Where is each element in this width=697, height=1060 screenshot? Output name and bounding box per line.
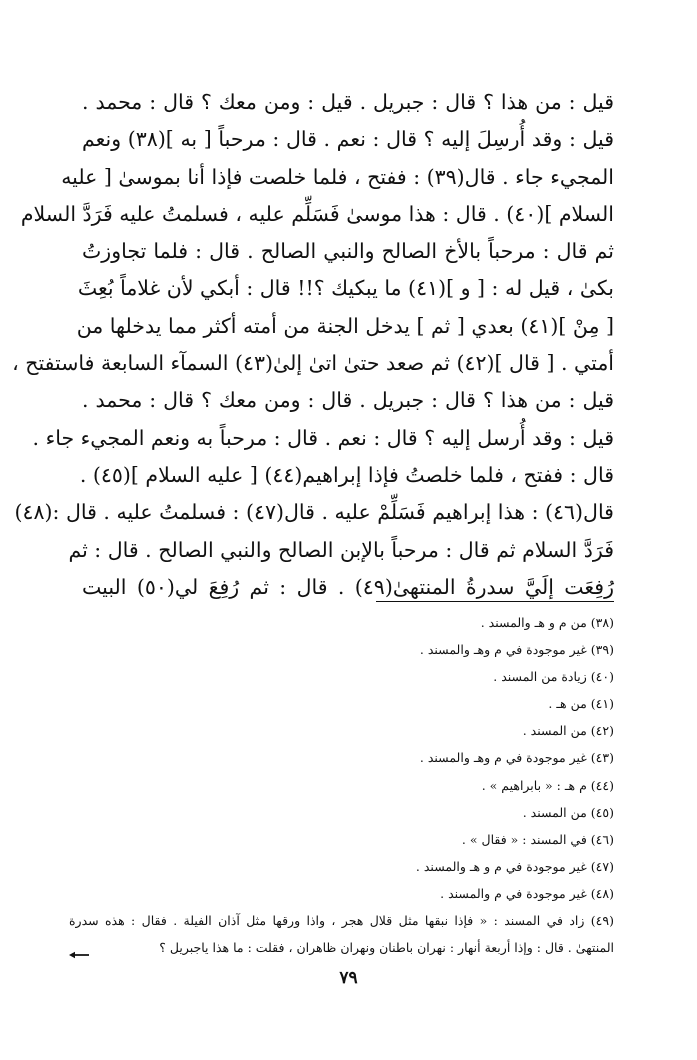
- text-line: السلام ](٤٠) . قال : هذا موسىٰ فَسَلِّم عليه ، فسلمتُ عليه فَرَدَّ السلام: [20, 201, 614, 226]
- text-line: قال(٤٦) : هذا إبراهيم فَسَلِّمْ عليه . قال(٤٧) : فسلمتُ عليه . قال :(٤٨): [14, 500, 614, 525]
- text-line: قال : ففتح ، فلما خلصتُ فإذا إبراهيم(٤٤) [ عليه السلام ](٤٥) .: [79, 462, 614, 487]
- footnote: (٤٦) في المسند : « فقال » .: [461, 831, 614, 847]
- text-line: أمتي . [ قال ](٤٢) ثم صعد حتىٰ اتىٰ إلىٰ(٤٣) السمآء السابعة فاستفتح ،: [12, 351, 614, 376]
- text-line: رُفِعَت إلَيَّ سدرةُ المنتهىٰ(٤٩) . قال : ثم رُفِعَ لي(٥٠) البيت: [82, 574, 614, 599]
- footnote: (٣٨) من م و هـ والمسند .: [480, 615, 614, 630]
- footnote: (٤٩) زاد في المسند : « فإذا نبقها مثل قلال هجر ، واذا ورقها مثل آذان الفيلة . فقال : هذه سدرة: [69, 913, 614, 929]
- footnote: (٤٧) غير موجودة في م و هـ والمسند .: [415, 858, 614, 874]
- footnote: (٤٠) زيادة من المسند .: [493, 669, 614, 685]
- footnotes: [69, 609, 614, 961]
- text-line: [ مِنْ ](٤١) بعدي [ ثم ] يدخل الجنة من أمته أكثر مما يدخلها من: [76, 313, 614, 338]
- continuation-arrow-icon: [69, 951, 89, 959]
- text-line: المجيء جاء . قال(٣٩) : ففتح ، فلما خلصت فإذا أنا بموسىٰ [ عليه: [61, 164, 614, 189]
- text-line: بكىٰ ، قيل له : [ و ](٤١) ما يبكيك ؟!! قال : أبكي لأن غلاماً بُعِثَ: [77, 276, 614, 301]
- footnote-continuation-text: المنتهىٰ . قال : وإذا أربعة أنهار : نهران باطنان ونهران ظاهران ، فقلت : ما هذا ياجبريل ؟: [159, 940, 614, 956]
- main-text: [12, 84, 614, 606]
- footnote: (٤١) من هـ .: [548, 696, 614, 712]
- page-number: ٧٩: [339, 968, 358, 988]
- footnote: (٣٩) غير موجودة في م وهـ والمسند .: [419, 642, 614, 658]
- footnote: (٤٣) غير موجودة في م وهـ والمسند .: [419, 750, 614, 766]
- text-line: قيل : وقد أُرسل إليه ؟ قال : نعم . قال : مرحباً به ونعم المجيء جاء .: [32, 425, 614, 450]
- footnote: (٤٤) م هـ : « بابراهيم » .: [481, 777, 614, 793]
- footnote-continuation: [69, 934, 614, 961]
- footnote: (٤٥) من المسند .: [522, 804, 614, 820]
- text-line: قيل : وقد أُرسِلَ إليه ؟ قال : نعم . قال : مرحباً [ به ](٣٨) ونعم: [82, 127, 614, 152]
- text-line: قيل : من هذا ؟ قال : جبريل . قال : ومن معك ؟ قال : محمد .: [82, 388, 614, 413]
- text-line: ثم قال : مرحباً بالأخ الصالح والنبي الصالح . قال : فلما تجاوزتُ: [82, 239, 614, 264]
- text-line: قيل : من هذا ؟ قال : جبريل . قيل : ومن معك ؟ قال : محمد .: [82, 90, 614, 114]
- footnote-separator: [376, 601, 614, 602]
- text-line: فَرَدَّ السلام ثم قال : مرحباً بالإبن الصالح والنبي الصالح . قال : ثم: [68, 537, 614, 562]
- footnote: (٤٨) غير موجودة في م والمسند .: [440, 885, 614, 901]
- footnote: (٤٢) من المسند .: [522, 723, 614, 739]
